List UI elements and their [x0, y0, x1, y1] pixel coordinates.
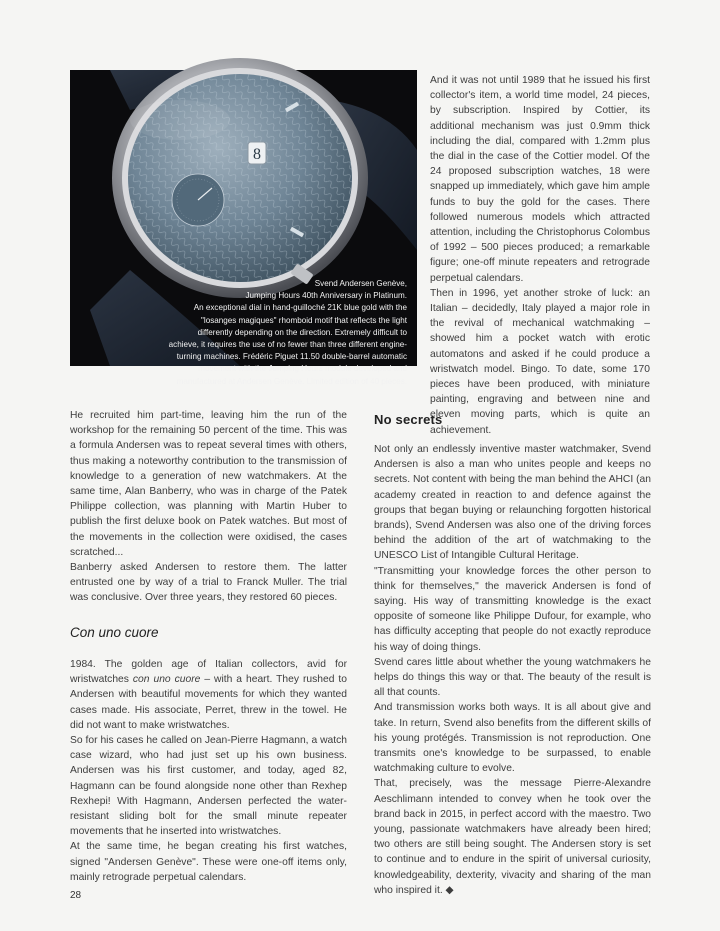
paragraph: Svend cares little about whether the young watchmakers he helps do things this way or that. The beauty of the result is all that counts.: [374, 656, 651, 699]
watch-photo: [70, 70, 417, 386]
paragraph: That, precisely, was the message Pierre-Alexandre Aeschlimann intended to convey when he took over the brand back in 2015, in perfect accord with the maestro. Two young, passionate watchmakers have already been hired; two others are still being sought. The Andersen story is set to continue and to endure in the spirit of universal curiosity, knowledgeability, dexterity, vivacity and sharing of the man who inspired it. ◆: [374, 778, 651, 896]
text-run: 1984. The golden age of Italian collectors, avid for wristwatches: [70, 659, 347, 686]
paragraph: And transmission works both ways. It is all about give and take. In return, Svend also benefits from the different skills of his young protégés. Transmission is not reproduction. One transmits one's knowledge to be surpassed, to enable watchmaking culture to evolve.: [374, 702, 651, 775]
section-heading-con-uno-cuore: Con uno cuore: [70, 625, 159, 640]
dial-hour-digit: 8: [253, 146, 261, 163]
left-column-lower: [70, 657, 347, 885]
caption-title: Svend Andersen Genève,: [314, 279, 407, 288]
paragraph: [70, 657, 347, 733]
paragraph: And it was not until 1989 that he issued his first collector's item, a world time model, 24 pieces, by subscription. Inspired by Cottier, its additional mechanism was just 0.9mm thick including the dial, compared with 1.2mm plus the dial in the case of the Cottier model. Of the 24 proposed subscription watches, 18 were snapped up immediately, which gave him ample funds to buy the gold for the cases. There followed numerous models which attracted attention, including the Christophorus Colombus of 1992 – 500 pieces produced; a remarkable figure; one-off minute repeaters and retrograde perpetual calendars.: [430, 75, 650, 284]
caption-subtitle: Jumping Hours 40th Anniversary in Platinum.: [245, 291, 407, 301]
paragraph: He recruited him part-time, leaving him the run of the workshop for the remaining 50 percent of the time. This was a formula Andersen was to repeat several times with others, thus making a noteworthy contribution to the transmission of knowledge to a generation of new watchmakers. At the same time, Alan Banberry, who was in charge of the Patek Philippe collection, was planning with Martin Huber to publish the first deluxe book on Patek watches. But most of the movements in the collection were oxidised, the cases scratched...: [70, 410, 347, 558]
photo-caption: [147, 278, 407, 388]
paragraph: So for his cases he called on Jean-Pierre Hagmann, a watch case wizard, who had just set up his own business. Andersen was his first customer, and today, aged 82, Hagmann can be found alongside none other than Rexhep Rexhepi! With Hagmann, Andersen perfected the water-resistant sliding bolt for the small minute repeater movements that he inserted into wristwatches.: [70, 735, 347, 838]
paragraph: At the same time, he began creating his first watches, signed "Andersen Genève". These were one-off items only, mainly retrograde perpetual calendars.: [70, 841, 347, 883]
top-right-column: [430, 73, 650, 438]
paragraph: Banberry asked Andersen to restore them. The latter entrusted one by way of a trial to Franck Muller. The trial was conclusive. Over three years, they restored 60 pieces.: [70, 562, 347, 604]
page-number: 28: [70, 890, 82, 901]
caption-line: movement with the Jumping Hours module developed and: [198, 364, 407, 374]
caption-line: turning machines. Frédéric Piguet 11.50 double-barrel automatic: [176, 352, 407, 362]
section-heading-no-secrets: No secrets: [374, 412, 443, 427]
caption-line: An exceptional dial in hand-guilloché 21K blue gold with the: [193, 303, 407, 313]
caption-line: achieve, it requires the use of no fewer than three different engine-: [168, 340, 407, 350]
italic-phrase: con uno cuore: [132, 674, 201, 686]
left-column: [70, 408, 347, 606]
caption-line: "losanges magiques" rhomboid motif that reflects the light: [201, 315, 407, 325]
caption-line: differently depending on the direction. Extremely difficult to: [197, 327, 407, 337]
right-column: [374, 442, 651, 898]
text-run: – with a heart. They rushed to Andersen with beautiful movements for which they wanted cases made. His associate, Perret, threw in the towel. He did not want to make wristwatches.: [70, 674, 347, 731]
caption-line: manufactured at Andersen Genève. Limited edition of 40 pieces.: [176, 376, 407, 386]
paragraph: Then in 1996, yet another stroke of luck: an Italian – decidedly, Italy played a major role in the revival of mechanical watchmaking – showed him a pocket watch with erotic automatons and asked if he could produce a wristwatch model. Bingo. To date, some 170 pieces have been produced, with miniature painting, engraving and between nine and eleven moving parts, which is quite an achievement.: [430, 287, 650, 436]
paragraph: "Transmitting your knowledge forces the other person to think for themselves," the maverick Andersen is fond of saying. His way of transmitting knowledge is the exact opposite of someone like Philippe Dufour, for example, who has difficulty accepting that people do not exactly reproduce his way of doing things.: [374, 565, 651, 653]
paragraph: Not only an endlessly inventive master watchmaker, Svend Andersen is also a man who unites people and keeps no secrets. Not content with being the man behind the AHCI (an academy created in reaction to and defence against the groups that began buying or relaunching forgotten historical brands), Svend Andersen was also one of the driving forces behind the addition of the art of watchmaking to the UNESCO List of Intangible Cultural Heritage.: [374, 444, 651, 562]
